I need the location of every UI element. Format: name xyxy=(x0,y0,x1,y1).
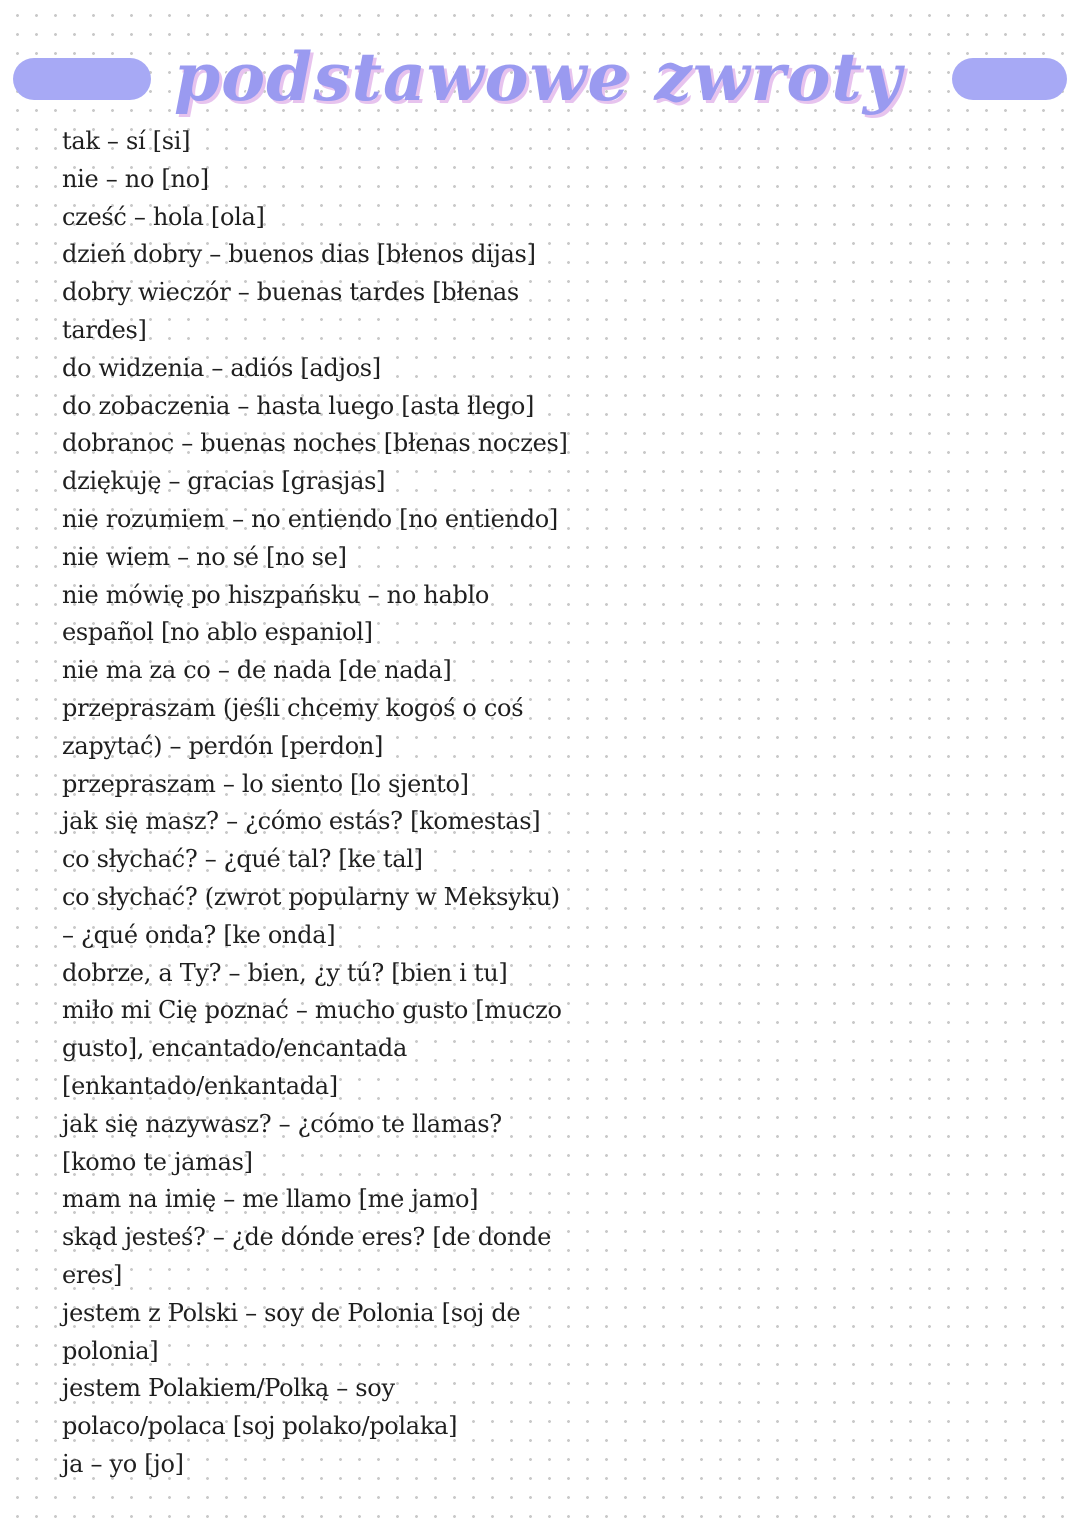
phrase-item: co słychać? (zwrot popularny w Meksyku) – ¿qué onda? [ke onda] xyxy=(62,882,560,949)
phrase-item: jak się nazywasz? – ¿cómo te llamas? [komo te jamas] xyxy=(62,1109,502,1176)
page-title: podstawowe zwroty xyxy=(174,38,903,116)
phrase-item: dobrze, a Ty? – bien, ¿y tú? [bien i tu] xyxy=(62,958,508,987)
phrase-item: cześć – hola [ola] xyxy=(62,202,265,231)
phrase-item: dobranoc – buenas noches [błenas noczes] xyxy=(62,429,568,458)
phrase-item: skąd jesteś? – ¿de dónde eres? [de donde eres] xyxy=(62,1223,552,1289)
phrase-item: ja – yo [jo] xyxy=(62,1449,184,1478)
phrase-item: dobry wieczór – buenas tardes [błenas tardes] xyxy=(62,278,519,344)
decorative-pill-left xyxy=(13,58,151,100)
phrase-item: nie ma za co – de nada [de nada] xyxy=(62,656,452,685)
phrase-item: nie mówię po hiszpańsku – no hablo español [no ablo espaniol] xyxy=(62,580,490,647)
phrase-item: co słychać? – ¿qué tal? [ke tal] xyxy=(62,845,423,874)
phrase-item: dzień dobry – buenos dias [błenos dijas] xyxy=(62,240,536,269)
phrase-item: tak – sí [si] xyxy=(62,127,191,155)
phrase-item: jestem z Polski – soy de Polonia [soj de polonia] xyxy=(62,1298,521,1365)
phrase-item: przepraszam – lo siento [lo sjento] xyxy=(62,769,469,798)
phrase-item: nie – no [no] xyxy=(62,164,209,193)
phrase-item: mam na imię – me llamo [me jamo] xyxy=(62,1185,479,1214)
phrase-item: miło mi Cię poznać – mucho gusto [muczo gusto], encantado/encantada [enkantado/enkantada] xyxy=(62,996,562,1100)
phrase-item: do zobaczenia – hasta luego [asta łlego] xyxy=(62,391,535,420)
phrase-item: nie rozumiem – no entiendo [no entiendo] xyxy=(62,504,558,533)
phrase-item: nie wiem – no sé [no se] xyxy=(62,542,347,571)
decorative-pill-right xyxy=(952,58,1067,100)
phrase-list xyxy=(62,123,602,1484)
phrase-item: przepraszam (jeśli chcemy kogoś o coś zapytać) – perdón [perdon] xyxy=(62,693,524,760)
phrase-item: jak się masz? – ¿cómo estás? [komestas] xyxy=(62,807,541,836)
phrase-item: jestem Polakiem/Polką – soy polaco/polaca [soj polako/polaka] xyxy=(62,1374,458,1441)
phrase-item: dziękuję – gracias [grasjas] xyxy=(62,467,386,496)
phrase-item: do widzenia – adiós [adjos] xyxy=(62,353,381,382)
